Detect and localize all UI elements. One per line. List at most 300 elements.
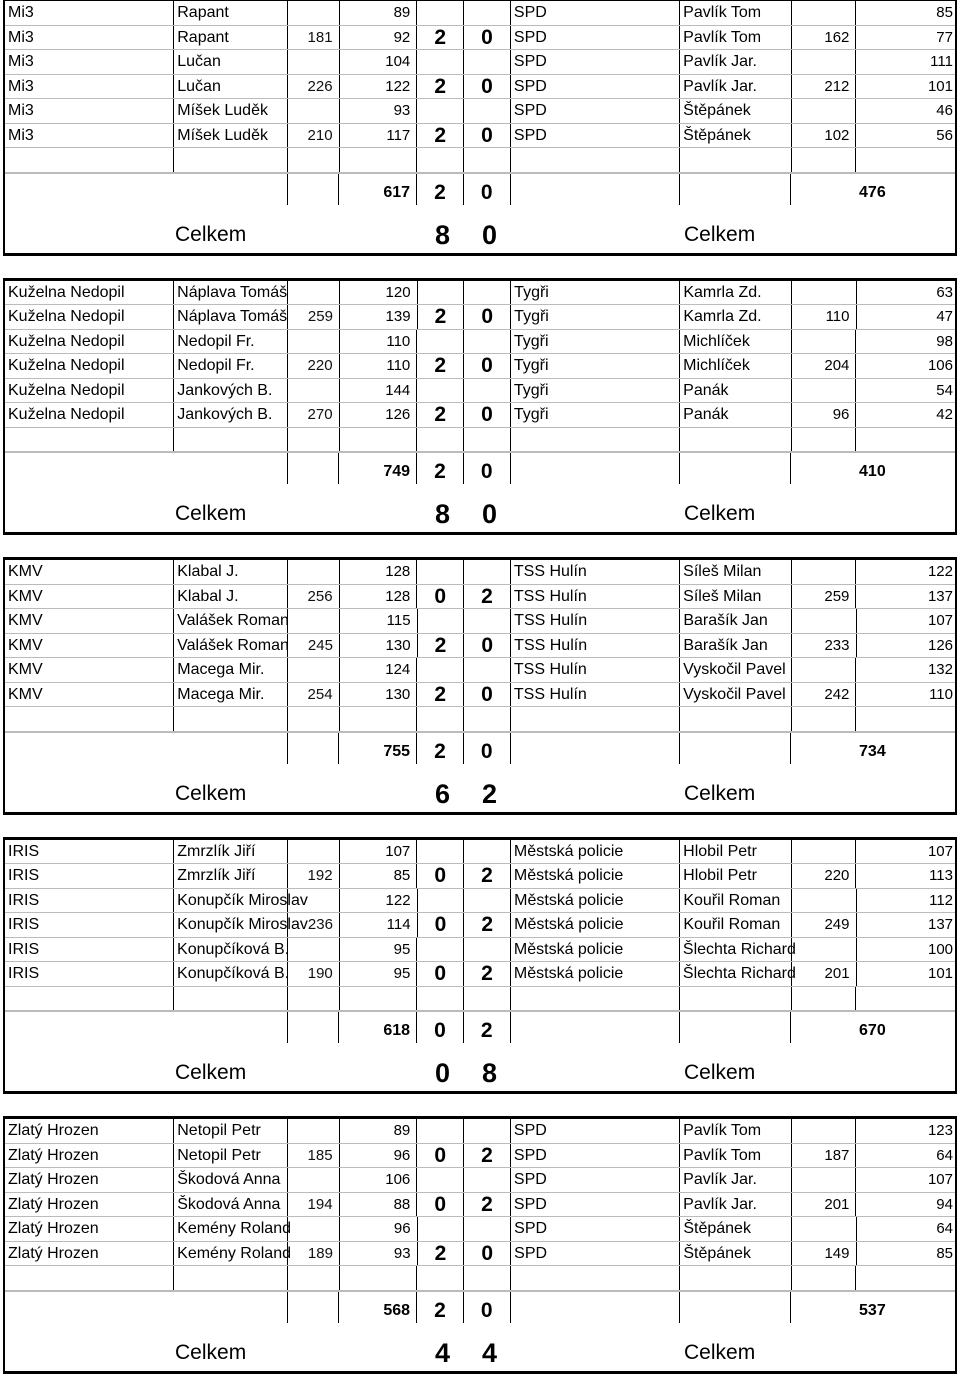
- away-total: 410: [859, 463, 886, 480]
- home-player-cell: Valášek Roman: [174, 609, 288, 633]
- home-team-cell: Kuželna Nedopil: [5, 354, 174, 378]
- away-player-cell: Kouřil Roman: [680, 889, 791, 913]
- away-points-cell: 85: [936, 1244, 954, 1262]
- section-gap: [3, 815, 957, 837]
- home-points-cell: 89: [340, 1, 418, 25]
- final-score-away: 0: [481, 219, 498, 250]
- home-score-cell: 2: [417, 354, 464, 378]
- table-row: [5, 658, 955, 683]
- home-player-cell: Konupčíková B.: [174, 962, 288, 986]
- home-player-cell: Kemény Roland: [174, 1242, 288, 1266]
- home-sum-cell: 254: [288, 683, 340, 707]
- away-team-cell: SPD: [511, 1217, 680, 1241]
- away-points-cell: 77: [936, 28, 953, 46]
- empty-cell: [417, 148, 464, 172]
- home-points-cell: 104: [340, 50, 418, 74]
- home-score-cell: 2: [417, 124, 464, 148]
- empty-cell: [792, 428, 857, 452]
- empty-cell: [417, 987, 464, 1011]
- section-gap: [3, 1094, 957, 1116]
- home-sum-cell: 185: [288, 1144, 340, 1168]
- empty-cell: [511, 148, 680, 172]
- empty-cell: [174, 987, 288, 1011]
- empty-cell: [288, 174, 340, 205]
- away-score-cell: 0: [464, 305, 511, 329]
- home-sum-cell: [288, 840, 340, 864]
- home-score-cell: 2: [417, 403, 464, 427]
- home-points-cell: 130: [340, 634, 418, 658]
- away-score-cell: 0: [464, 124, 511, 148]
- away-player-cell: Štěpánek: [680, 1242, 791, 1266]
- away-player-cell: Pavlík Jar.: [680, 50, 792, 74]
- total-score-home: 0: [417, 1012, 464, 1043]
- empty-cell: [5, 987, 174, 1011]
- home-points-cell: 115: [340, 609, 418, 633]
- empty-cell: [791, 174, 856, 205]
- away-sum-cell: [792, 840, 857, 864]
- empty-cell: [680, 428, 792, 452]
- empty-cell: [174, 1292, 287, 1323]
- home-points-cell: 96: [340, 1144, 418, 1168]
- table-row: [5, 124, 955, 149]
- empty-cell: [464, 428, 511, 452]
- match-block: [3, 278, 957, 536]
- final-score-home: 4: [434, 1337, 451, 1368]
- final-result-row: [5, 764, 955, 812]
- away-points-cell: 42: [936, 406, 953, 423]
- empty-cell: [288, 428, 340, 452]
- final-score-away: 4: [481, 1337, 498, 1368]
- empty-cell: [511, 987, 680, 1011]
- away-team-cell: Tygři: [511, 281, 680, 305]
- away-player-cell: Hlobil Petr: [680, 840, 792, 864]
- empty-cell: [511, 453, 680, 484]
- away-score-cell: [464, 1, 511, 25]
- home-points-cell: 120: [340, 281, 418, 305]
- home-team-cell: IRIS: [5, 962, 174, 986]
- home-score-cell: 2: [418, 1242, 465, 1266]
- empty-cell: [340, 428, 418, 452]
- away-score-cell: 0: [464, 403, 511, 427]
- empty-cell: [511, 1266, 680, 1290]
- empty-cell: [792, 1266, 857, 1290]
- section-gap: [3, 256, 957, 278]
- empty-cell: [340, 1266, 418, 1290]
- empty-cell: [680, 707, 792, 731]
- away-sum-cell: 96: [792, 403, 857, 427]
- empty-cell: [511, 428, 680, 452]
- home-team-cell: KMV: [5, 683, 174, 707]
- away-points-cell: 64: [936, 1146, 953, 1164]
- home-points-cell: 85: [340, 864, 418, 888]
- home-team-cell: IRIS: [5, 889, 174, 913]
- match-block: [3, 1116, 957, 1374]
- away-team-cell: Městská policie: [511, 864, 680, 888]
- away-sum-cell: 204: [792, 354, 857, 378]
- celkem-label-away: [513, 1043, 955, 1091]
- away-player-cell: Pavlík Tom: [680, 26, 792, 50]
- celkem-label: Celkem: [684, 502, 756, 525]
- home-team-cell: Mi3: [5, 26, 174, 50]
- blank-row: [5, 707, 955, 732]
- away-points-cell: 46: [936, 102, 953, 119]
- empty-cell: [5, 707, 174, 731]
- results-sheet: [3, 0, 957, 1374]
- empty-cell: [856, 1266, 955, 1290]
- home-player-cell: Klabal J.: [174, 560, 288, 584]
- home-points-cell: 128: [340, 585, 418, 609]
- empty-cell: [791, 453, 856, 484]
- home-sum-cell: 256: [288, 585, 340, 609]
- away-points-cell: 112: [929, 891, 954, 909]
- away-score-cell: 0: [464, 683, 511, 707]
- total-score-away: 0: [464, 1292, 511, 1323]
- home-sum-cell: [288, 99, 340, 123]
- away-team-cell: Tygři: [511, 379, 680, 403]
- away-team-cell: TSS Hulín: [511, 609, 680, 633]
- empty-cell: [288, 1292, 340, 1323]
- home-points-cell: 89: [340, 1119, 418, 1143]
- empty-cell: [5, 148, 174, 172]
- table-row: [5, 403, 955, 428]
- away-points-cell: 123: [927, 1122, 953, 1139]
- empty-cell: [680, 1012, 791, 1043]
- home-score-cell: [418, 281, 465, 305]
- home-player-cell: Náplava Tomáš: [174, 281, 288, 305]
- final-score-home: 0: [434, 1058, 451, 1088]
- away-team-cell: Městská policie: [511, 913, 680, 937]
- table-row: [5, 99, 955, 124]
- empty-cell: [174, 428, 288, 452]
- home-score-cell: 0: [417, 962, 464, 986]
- away-sum-cell: [792, 889, 857, 913]
- away-team-cell: SPD: [511, 1144, 680, 1168]
- home-team-cell: Mi3: [5, 124, 174, 148]
- away-team-cell: TSS Hulín: [511, 634, 680, 658]
- final-result-row: [5, 1323, 955, 1371]
- home-score-cell: 0: [417, 864, 464, 888]
- away-team-cell: SPD: [511, 1119, 680, 1143]
- home-points-cell: 139: [340, 305, 418, 329]
- home-points-cell: 110: [340, 354, 418, 378]
- table-row: [5, 864, 955, 889]
- away-team-cell: SPD: [511, 26, 680, 50]
- celkem-label: Celkem: [684, 1061, 756, 1084]
- away-sum-cell: [792, 1119, 857, 1143]
- home-score-cell: [417, 1, 464, 25]
- home-sum-cell: [288, 938, 340, 962]
- home-team-cell: Mi3: [5, 99, 174, 123]
- away-score-cell: 0: [464, 634, 511, 658]
- empty-cell: [288, 1266, 340, 1290]
- away-sum-cell: 162: [792, 26, 857, 50]
- away-points-cell: 94: [936, 1195, 953, 1213]
- home-points-cell: 114: [340, 913, 418, 937]
- celkem-label: Celkem: [175, 1061, 247, 1084]
- away-points-cell: 137: [927, 916, 954, 933]
- away-player-cell: Panák: [680, 379, 792, 403]
- home-team-cell: Kuželna Nedopil: [5, 330, 174, 354]
- home-team-cell: IRIS: [5, 864, 174, 888]
- away-team-cell: Městská policie: [511, 840, 680, 864]
- away-score-cell: 0: [464, 1242, 511, 1266]
- blank-row: [5, 1266, 955, 1291]
- home-player-cell: Rapant: [174, 26, 288, 50]
- home-team-cell: Kuželna Nedopil: [5, 305, 174, 329]
- away-team-cell: SPD: [511, 99, 680, 123]
- empty-cell: [340, 148, 418, 172]
- home-team-cell: IRIS: [5, 913, 174, 937]
- final-score-away: 0: [481, 499, 498, 529]
- total-score-away: 0: [464, 453, 511, 484]
- empty-cell: [340, 987, 418, 1011]
- away-sum-cell: 249: [792, 913, 857, 937]
- empty-cell: [680, 1266, 792, 1290]
- final-result-row: [5, 1043, 955, 1091]
- table-row: [5, 609, 955, 634]
- celkem-label: Celkem: [684, 222, 756, 246]
- away-team-cell: TSS Hulín: [511, 658, 680, 682]
- empty-cell: [5, 428, 174, 452]
- away-team-cell: SPD: [511, 75, 680, 99]
- away-sum-cell: [792, 1217, 857, 1241]
- home-score-cell: 0: [417, 585, 464, 609]
- away-team-cell: SPD: [511, 1168, 680, 1192]
- match-block: [3, 0, 957, 256]
- table-row: [5, 1168, 955, 1193]
- away-points-cell: 132: [927, 661, 953, 678]
- home-points-cell: 93: [340, 99, 418, 123]
- empty-cell: [5, 1012, 174, 1043]
- away-score-cell: 0: [464, 26, 511, 50]
- table-row: [5, 75, 955, 100]
- empty-cell: [174, 148, 288, 172]
- away-points-cell: 101: [927, 77, 953, 95]
- away-player-cell: Pavlík Tom: [680, 1119, 792, 1143]
- home-player-cell: Jankových B.: [174, 379, 288, 403]
- home-sum-cell: [288, 1168, 340, 1192]
- empty-cell: [856, 148, 955, 172]
- away-score-cell: [464, 50, 511, 74]
- away-sum-cell: 242: [792, 683, 857, 707]
- celkem-label-home: [5, 1323, 419, 1371]
- away-points-cell: 111: [930, 53, 953, 70]
- home-player-cell: Konupčíková B.: [174, 938, 288, 962]
- table-row: [5, 354, 955, 379]
- home-sum-cell: [288, 50, 340, 74]
- home-score-cell: 2: [417, 75, 464, 99]
- total-score-home: 2: [417, 1292, 464, 1323]
- match-block: [3, 557, 957, 815]
- away-team-cell: SPD: [511, 50, 680, 74]
- home-sum-cell: 245: [288, 634, 340, 658]
- empty-cell: [340, 707, 418, 731]
- table-row: [5, 585, 955, 610]
- total-score-away: 0: [464, 733, 511, 764]
- away-player-cell: Šlechta Richard: [680, 938, 792, 962]
- table-row: [5, 840, 955, 865]
- away-sum-cell: 201: [792, 962, 857, 986]
- home-player-cell: Škodová Anna: [174, 1193, 288, 1217]
- empty-cell: [464, 1266, 511, 1290]
- home-player-cell: Valášek Roman: [174, 634, 288, 658]
- empty-cell: [791, 733, 856, 764]
- away-sum-cell: 220: [792, 864, 857, 888]
- home-points-cell: 144: [340, 379, 418, 403]
- final-result-row: [5, 205, 955, 253]
- home-team-cell: KMV: [5, 585, 174, 609]
- away-team-cell: TSS Hulín: [511, 683, 680, 707]
- away-team-cell: SPD: [511, 124, 680, 148]
- away-player-cell: Pavlík Jar.: [680, 75, 792, 99]
- empty-cell: [856, 707, 955, 731]
- away-total: 670: [859, 1022, 886, 1039]
- away-sum-cell: [792, 1168, 857, 1192]
- away-points-cell: 113: [929, 867, 953, 884]
- home-score-cell: [417, 99, 464, 123]
- home-total: 749: [339, 453, 417, 484]
- table-row: [5, 50, 955, 75]
- away-team-cell: Tygři: [511, 354, 680, 378]
- celkem-label: Celkem: [175, 222, 247, 246]
- home-team-cell: Mi3: [5, 1, 174, 25]
- home-sum-cell: [288, 658, 340, 682]
- away-sum-cell: [792, 658, 857, 682]
- home-team-cell: IRIS: [5, 840, 174, 864]
- home-score-cell: 2: [417, 683, 464, 707]
- home-sum-cell: 190: [288, 962, 340, 986]
- home-player-cell: Jankových B.: [174, 403, 288, 427]
- empty-cell: [791, 1292, 856, 1323]
- final-score-away: 8: [481, 1058, 498, 1088]
- home-score-cell: [418, 889, 465, 913]
- away-sum-cell: [792, 938, 857, 962]
- empty-cell: [174, 707, 288, 731]
- away-points-cell: 54: [936, 381, 953, 399]
- away-points-cell: 100: [927, 940, 954, 958]
- empty-cell: [5, 1292, 174, 1323]
- home-player-cell: Netopil Petr: [174, 1119, 288, 1143]
- away-points-cell: 85: [936, 4, 953, 21]
- home-player-cell: Netopil Petr: [174, 1144, 288, 1168]
- home-sum-cell: [288, 1217, 340, 1241]
- away-player-cell: Šlechta Richard: [680, 962, 792, 986]
- away-team-cell: Městská policie: [511, 938, 680, 962]
- empty-cell: [680, 174, 791, 205]
- home-points-cell: 126: [340, 403, 418, 427]
- table-row: [5, 1119, 955, 1144]
- home-team-cell: Kuželna Nedopil: [5, 403, 174, 427]
- empty-cell: [792, 987, 857, 1011]
- home-player-cell: Zmrzlík Jiří: [174, 864, 288, 888]
- empty-cell: [5, 1266, 174, 1290]
- home-team-cell: Mi3: [5, 50, 174, 74]
- away-team-cell: SPD: [511, 1193, 680, 1217]
- home-team-cell: Zlatý Hrozen: [5, 1242, 174, 1266]
- table-row: [5, 1217, 955, 1242]
- away-points-cell: 63: [936, 283, 954, 301]
- home-player-cell: Lučan: [174, 75, 288, 99]
- home-player-cell: Macega Mir.: [174, 658, 288, 682]
- home-total: 755: [339, 733, 417, 764]
- final-score-home: 8: [434, 499, 451, 529]
- home-total: 617: [339, 174, 417, 205]
- home-score-cell: [417, 379, 464, 403]
- away-team-cell: Tygři: [511, 403, 680, 427]
- final-score-home: 6: [434, 778, 451, 809]
- empty-cell: [680, 1292, 791, 1323]
- home-player-cell: Konupčík Miroslav: [174, 889, 288, 913]
- section-gap: [3, 535, 957, 557]
- home-player-cell: Náplava Tomáš: [174, 305, 288, 329]
- table-row: [5, 330, 955, 355]
- home-sum-cell: [288, 560, 340, 584]
- total-score-home: 2: [417, 174, 464, 205]
- home-points-cell: 95: [340, 962, 418, 986]
- empty-cell: [5, 453, 174, 484]
- total-score-away: 0: [464, 174, 511, 205]
- home-points-cell: 93: [340, 1242, 418, 1266]
- home-team-cell: Kuželna Nedopil: [5, 281, 174, 305]
- home-player-cell: Škodová Anna: [174, 1168, 288, 1192]
- home-team-cell: KMV: [5, 658, 174, 682]
- away-total: 734: [859, 742, 886, 760]
- home-team-cell: Zlatý Hrozen: [5, 1217, 174, 1241]
- away-sum-cell: [792, 379, 857, 403]
- home-score-cell: [417, 938, 464, 962]
- final-score-home: 8: [434, 219, 451, 250]
- away-team-cell: SPD: [511, 1242, 680, 1266]
- totals-row: [5, 1291, 955, 1323]
- away-sum-cell: 259: [792, 585, 857, 609]
- table-row: [5, 889, 955, 914]
- empty-cell: [288, 453, 340, 484]
- home-player-cell: Míšek Luděk: [174, 124, 288, 148]
- home-sum-cell: [288, 1119, 340, 1143]
- away-points-cell: 64: [936, 1220, 954, 1237]
- away-player-cell: Síleš Milan: [680, 585, 792, 609]
- home-sum-cell: 226: [288, 75, 340, 99]
- empty-cell: [791, 1012, 856, 1043]
- away-points-cell: 110: [929, 685, 953, 703]
- table-row: [5, 913, 955, 938]
- empty-cell: [511, 733, 680, 764]
- away-team-cell: Městská policie: [511, 962, 680, 986]
- empty-cell: [792, 707, 857, 731]
- celkem-label: Celkem: [175, 781, 247, 805]
- away-team-cell: Městská policie: [511, 889, 680, 913]
- home-team-cell: KMV: [5, 560, 174, 584]
- empty-cell: [417, 1266, 464, 1290]
- away-player-cell: Pavlík Jar.: [680, 1168, 792, 1192]
- away-player-cell: Kamrla Zd.: [680, 305, 791, 329]
- table-row: [5, 1144, 955, 1169]
- home-sum-cell: [288, 1, 340, 25]
- away-sum-cell: 212: [792, 75, 857, 99]
- table-row: [5, 683, 955, 708]
- away-player-cell: Barašík Jan: [680, 609, 791, 633]
- away-team-cell: TSS Hulín: [511, 585, 680, 609]
- away-sum-cell: 110: [792, 305, 857, 329]
- away-points-cell: 137: [927, 587, 953, 605]
- away-score-cell: [464, 840, 511, 864]
- home-points-cell: 122: [340, 75, 418, 99]
- away-points-cell: 107: [927, 612, 954, 629]
- total-score-home: 2: [417, 733, 464, 764]
- empty-cell: [5, 174, 174, 205]
- empty-cell: [856, 987, 955, 1011]
- empty-cell: [288, 707, 340, 731]
